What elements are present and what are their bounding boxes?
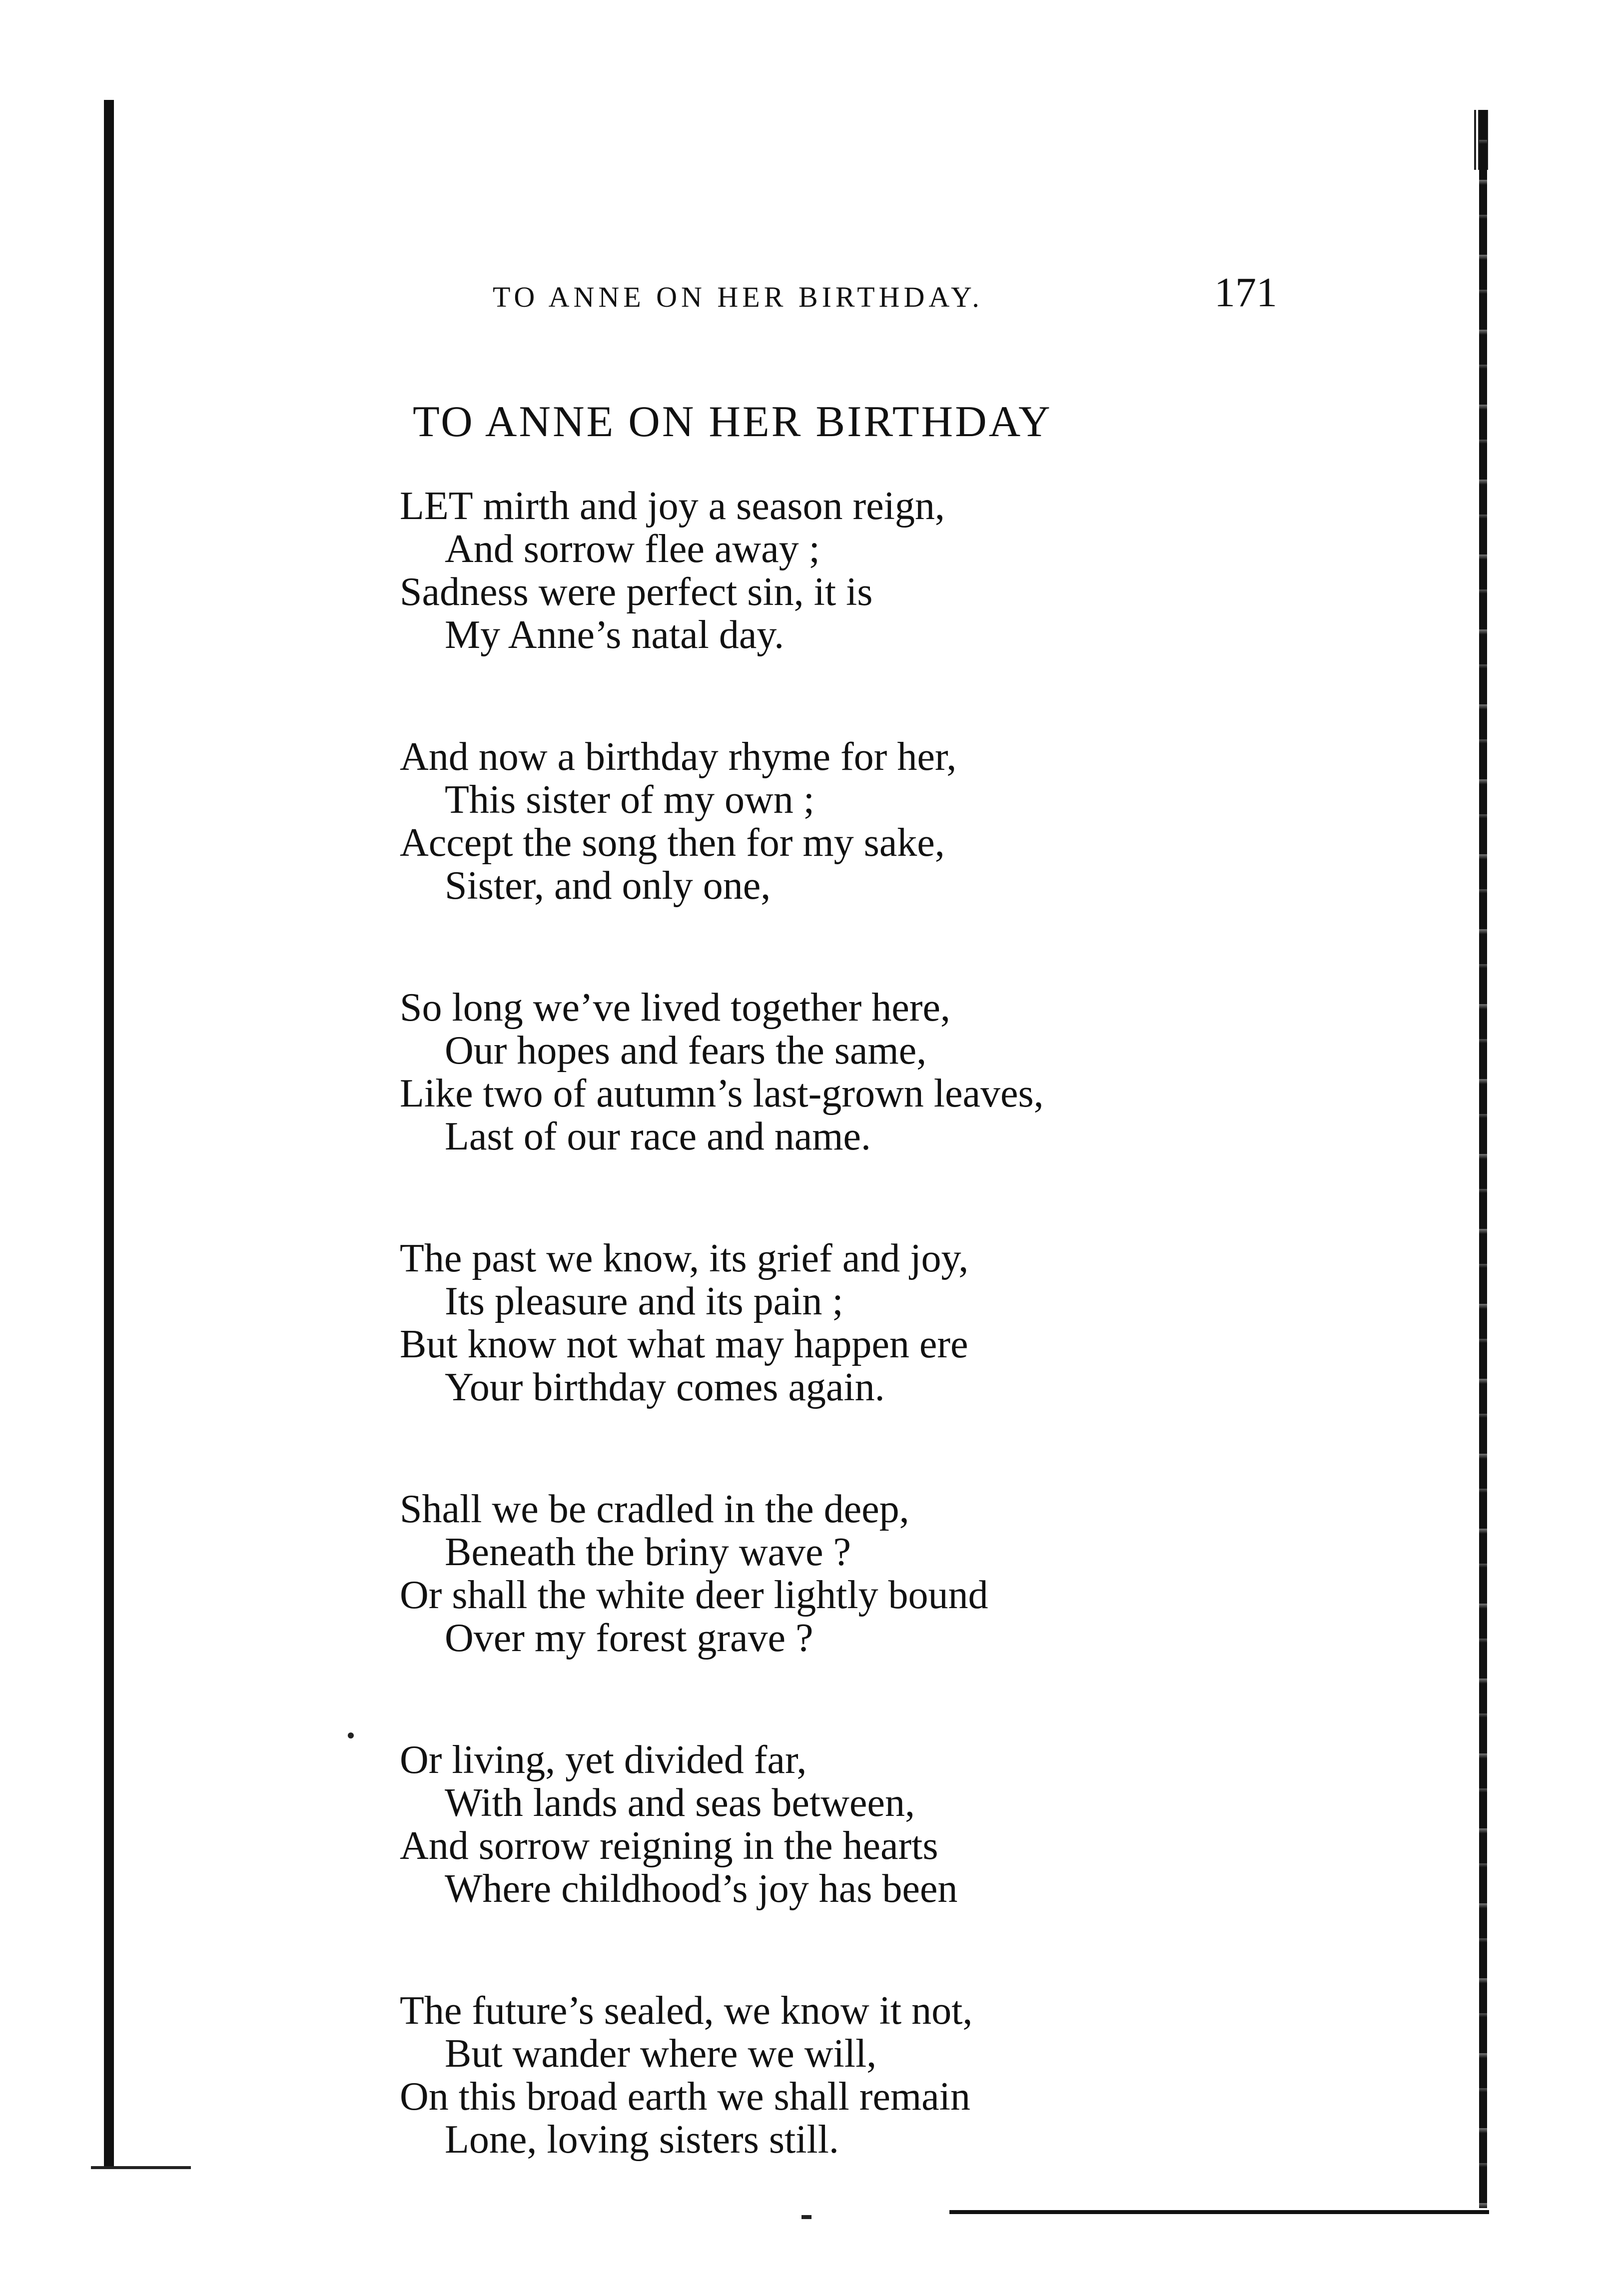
stanza-7 <box>400 1989 1399 2161</box>
poem-line: Shall we be cradled in the deep, <box>400 1487 909 1531</box>
poem-line: This sister of my own ; <box>445 778 814 822</box>
stanza-2 <box>400 735 1399 907</box>
stanza-1 <box>400 485 1399 656</box>
poem-line: And now a birthday rhyme for her, <box>400 735 957 779</box>
poem-line: Accept the song then for my sake, <box>400 821 945 865</box>
poem-line: Or living, yet divided far, <box>400 1738 807 1782</box>
poem-line-text: mirth and joy a season reign, <box>473 484 945 528</box>
poem-line: The future’s sealed, we know it not, <box>400 1989 973 2033</box>
poem-title: TO ANNE ON HER BIRTHDAY <box>413 398 1052 446</box>
poem-line: Sister, and only one, <box>445 864 771 908</box>
poem-line: But wander where we will, <box>445 2032 877 2076</box>
stanza-6 <box>400 1738 1399 1910</box>
poem-line <box>400 485 1399 528</box>
poem-line: Or shall the white deer lightly bound <box>400 1573 988 1617</box>
poem-line: Sadness were perfect sin, it is <box>400 570 873 614</box>
right-edge-rule <box>1479 110 1487 2208</box>
poem-line: My Anne’s natal day. <box>445 613 785 657</box>
stanza-5 <box>400 1488 1399 1660</box>
poem-body <box>400 485 1399 2240</box>
poem-line: But know not what may happen ere <box>400 1322 968 1366</box>
stanza-3 <box>400 986 1399 1158</box>
poem-line: Your birthday comes again. <box>445 1365 885 1409</box>
poem-line: Over my forest grave ? <box>445 1616 813 1660</box>
poem-line: Where childhood’s joy has been <box>445 1867 958 1911</box>
margin-dot <box>348 1732 354 1738</box>
running-head: TO ANNE ON HER BIRTHDAY. <box>493 281 983 313</box>
poem-line: Last of our race and name. <box>445 1115 871 1158</box>
poem-line: Beneath the briny wave ? <box>445 1530 851 1574</box>
poem-line: On this broad earth we shall remain <box>400 2075 970 2119</box>
poem-line: And sorrow flee away ; <box>445 527 820 571</box>
stanza-4 <box>400 1237 1399 1409</box>
poem-line: So long we’ve lived together here, <box>400 986 950 1030</box>
left-margin-rule <box>104 100 114 2168</box>
poem-line: The past we know, its grief and joy, <box>400 1236 969 1280</box>
initial-word: LET <box>400 484 473 528</box>
left-margin-rule-foot <box>91 2166 191 2169</box>
poem-line: Lone, loving sisters still. <box>445 2118 839 2162</box>
poem-line: Its pleasure and its pain ; <box>445 1279 843 1323</box>
poem-line: Like two of autumn’s last-grown leaves, <box>400 1072 1044 1116</box>
page-number: 171 <box>1214 269 1277 316</box>
poem-line: With lands and seas between, <box>445 1781 915 1825</box>
poem-line: Our hopes and fears the same, <box>445 1029 927 1073</box>
poem-line: And sorrow reigning in the hearts <box>400 1824 938 1868</box>
